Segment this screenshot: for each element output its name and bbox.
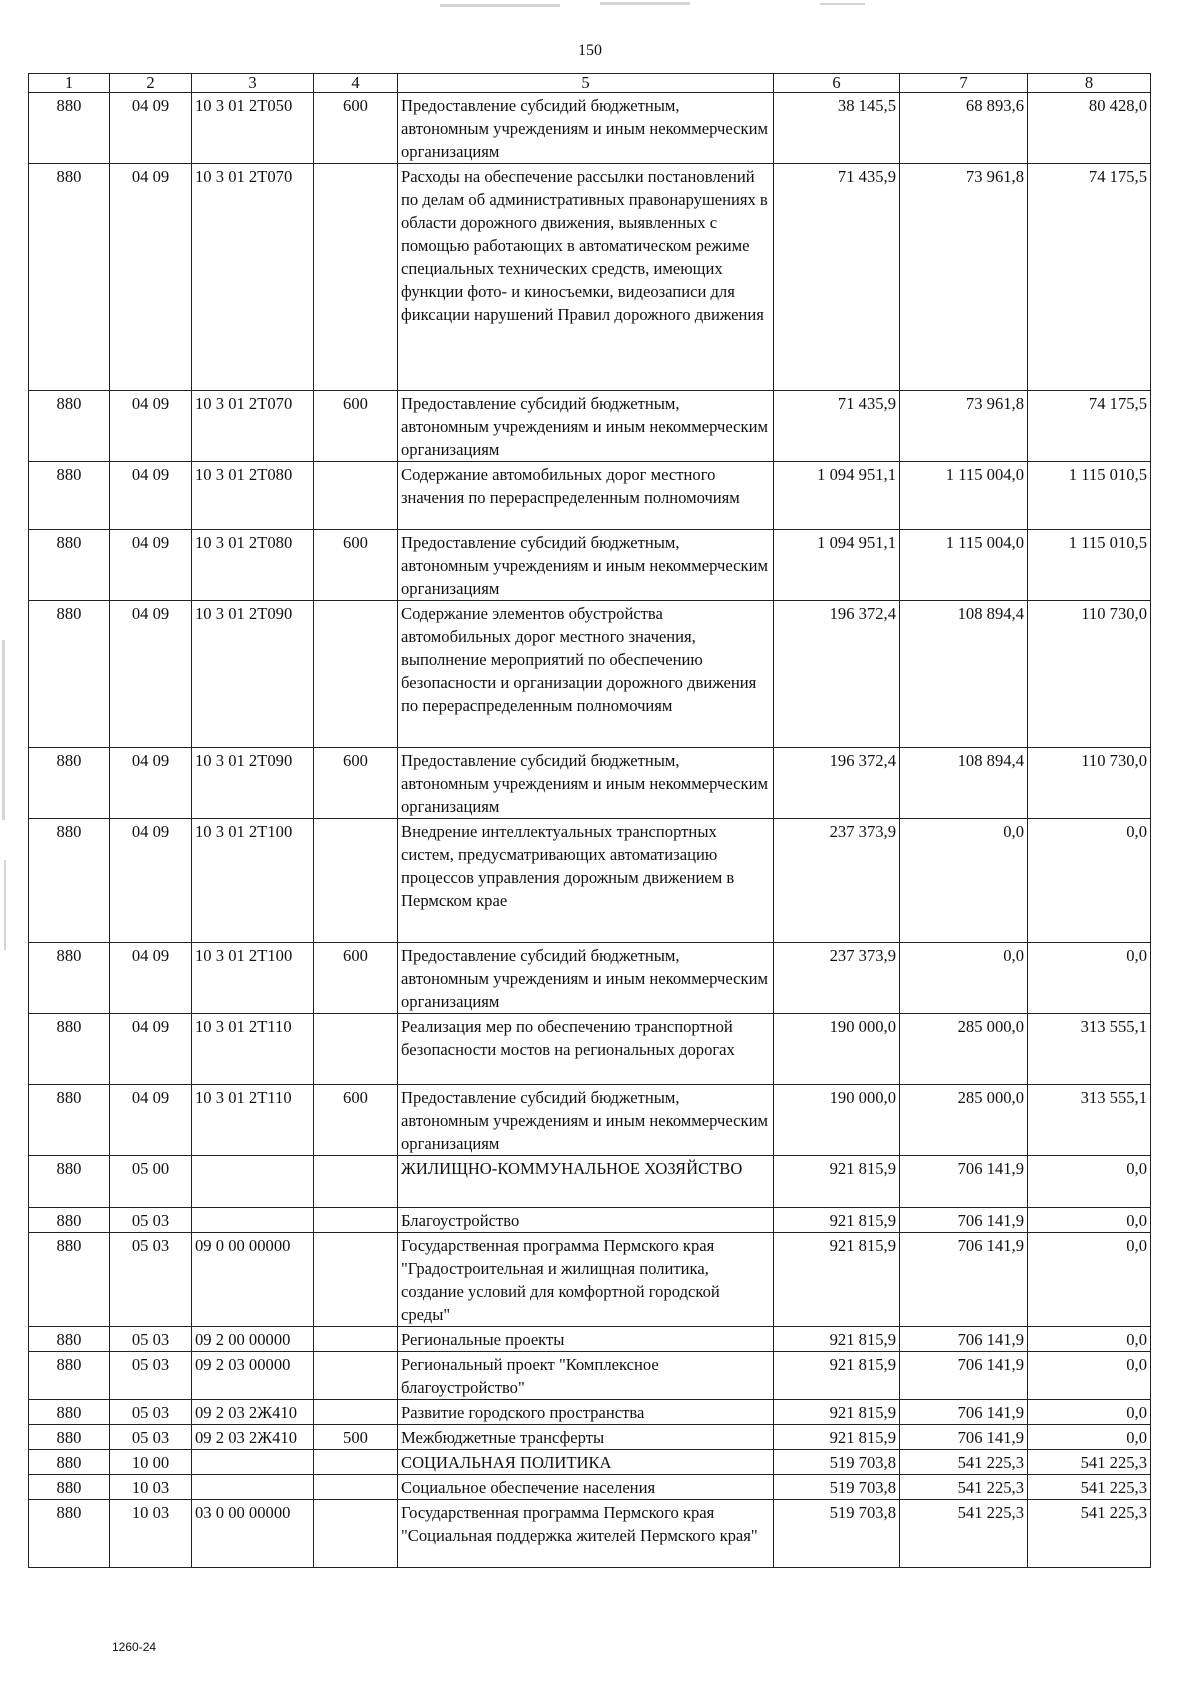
cell-target-article [192,1156,314,1208]
cell-description: Реализация мер по обеспечению транспортной безопасности мостов на региональных дорогах [398,1014,774,1085]
column-header: 8 [1028,74,1151,93]
cell-amount-year2: 1 115 004,0 [900,462,1028,530]
cell-expense-type [314,1014,398,1085]
cell-expense-type [314,1500,398,1568]
cell-amount-year2: 706 141,9 [900,1327,1028,1352]
cell-target-article: 10 3 01 2Т100 [192,943,314,1014]
cell-amount-year2: 73 961,8 [900,164,1028,391]
table-row [29,1014,1151,1085]
cell-amount-year3: 313 555,1 [1028,1014,1151,1085]
cell-section-code: 10 03 [110,1475,192,1500]
cell-target-article: 09 2 03 2Ж410 [192,1425,314,1450]
cell-admin-code: 880 [29,1352,110,1400]
cell-description: Развитие городского пространства [398,1400,774,1425]
cell-amount-year2: 706 141,9 [900,1425,1028,1450]
cell-admin-code: 880 [29,93,110,164]
cell-amount-year3: 1 115 010,5 [1028,462,1151,530]
cell-section-code: 05 03 [110,1233,192,1327]
table-row [29,1085,1151,1156]
page-number: 150 [578,42,602,59]
cell-admin-code: 880 [29,1400,110,1425]
cell-amount-year1: 190 000,0 [774,1085,900,1156]
budget-table-wrapper [28,73,1151,1568]
cell-description: Предоставление субсидий бюджетным, автономным учреждениям и иным некоммерческим организациям [398,943,774,1014]
cell-section-code: 05 03 [110,1352,192,1400]
cell-description: СОЦИАЛЬНАЯ ПОЛИТИКА [398,1450,774,1475]
cell-amount-year3: 0,0 [1028,1156,1151,1208]
cell-amount-year1: 921 815,9 [774,1233,900,1327]
cell-amount-year2: 0,0 [900,943,1028,1014]
cell-target-article [192,1208,314,1233]
document-code: 1260-24 [112,1640,157,1654]
cell-amount-year3: 541 225,3 [1028,1475,1151,1500]
cell-amount-year2: 706 141,9 [900,1156,1028,1208]
cell-admin-code: 880 [29,1425,110,1450]
cell-amount-year1: 921 815,9 [774,1400,900,1425]
cell-expense-type: 500 [314,1425,398,1450]
cell-amount-year2: 0,0 [900,819,1028,943]
table-row [29,1500,1151,1568]
cell-description: Содержание автомобильных дорог местного значения по перераспределенным полномочиям [398,462,774,530]
cell-admin-code: 880 [29,1327,110,1352]
table-row [29,462,1151,530]
cell-section-code: 04 09 [110,819,192,943]
cell-amount-year3: 0,0 [1028,1352,1151,1400]
cell-target-article: 10 3 01 2Т080 [192,462,314,530]
table-row [29,1450,1151,1475]
cell-target-article [192,1475,314,1500]
cell-admin-code: 880 [29,819,110,943]
cell-amount-year1: 196 372,4 [774,748,900,819]
cell-target-article: 09 2 00 00000 [192,1327,314,1352]
cell-amount-year2: 285 000,0 [900,1014,1028,1085]
column-header: 4 [314,74,398,93]
table-header-row [29,74,1151,93]
cell-expense-type [314,1156,398,1208]
cell-section-code: 05 03 [110,1425,192,1450]
cell-section-code: 04 09 [110,530,192,601]
cell-amount-year2: 706 141,9 [900,1352,1028,1400]
cell-section-code: 04 09 [110,748,192,819]
cell-amount-year3: 0,0 [1028,1208,1151,1233]
cell-expense-type [314,1475,398,1500]
cell-target-article: 09 2 03 2Ж410 [192,1400,314,1425]
cell-admin-code: 880 [29,1208,110,1233]
cell-amount-year2: 706 141,9 [900,1233,1028,1327]
cell-section-code: 04 09 [110,164,192,391]
cell-target-article: 10 3 01 2Т070 [192,391,314,462]
table-row [29,1156,1151,1208]
cell-description: Внедрение интеллектуальных транспортных систем, предусматривающих автоматизацию процессов управления дорожным движением в Пермском крае [398,819,774,943]
cell-expense-type [314,1233,398,1327]
cell-amount-year2: 706 141,9 [900,1208,1028,1233]
cell-target-article: 10 3 01 2Т090 [192,748,314,819]
cell-amount-year1: 921 815,9 [774,1208,900,1233]
column-header: 7 [900,74,1028,93]
column-header: 1 [29,74,110,93]
cell-target-article: 10 3 01 2Т110 [192,1014,314,1085]
column-header: 3 [192,74,314,93]
cell-section-code: 10 00 [110,1450,192,1475]
cell-expense-type: 600 [314,748,398,819]
cell-amount-year2: 68 893,6 [900,93,1028,164]
cell-target-article: 10 3 01 2Т090 [192,601,314,748]
cell-amount-year3: 0,0 [1028,819,1151,943]
cell-expense-type [314,1327,398,1352]
column-header: 5 [398,74,774,93]
cell-expense-type [314,164,398,391]
cell-section-code: 05 00 [110,1156,192,1208]
cell-target-article: 10 3 01 2Т080 [192,530,314,601]
cell-description: Содержание элементов обустройства автомобильных дорог местного значения, выполнение мероприятий по обеспечению безопасности и организации дорожного движения по перераспределенным полномочиям [398,601,774,748]
cell-amount-year3: 0,0 [1028,1327,1151,1352]
cell-admin-code: 880 [29,462,110,530]
table-row [29,391,1151,462]
cell-description: Предоставление субсидий бюджетным, автономным учреждениям и иным некоммерческим организациям [398,748,774,819]
cell-section-code: 04 09 [110,462,192,530]
cell-expense-type: 600 [314,1085,398,1156]
cell-amount-year2: 541 225,3 [900,1500,1028,1568]
cell-amount-year3: 313 555,1 [1028,1085,1151,1156]
cell-section-code: 04 09 [110,391,192,462]
cell-expense-type: 600 [314,391,398,462]
cell-amount-year2: 706 141,9 [900,1400,1028,1425]
cell-amount-year3: 80 428,0 [1028,93,1151,164]
cell-description: Расходы на обеспечение рассылки постановлений по делам об административных правонарушениях в области дорожного движения, выявленных с помощью работающих в автоматическом режиме специальных технических средств, имеющих функции фото- и киносъемки, видеозаписи для фиксации нарушений Правил дорожного движения [398,164,774,391]
cell-amount-year2: 541 225,3 [900,1450,1028,1475]
cell-amount-year2: 73 961,8 [900,391,1028,462]
cell-amount-year3: 0,0 [1028,943,1151,1014]
cell-expense-type: 600 [314,943,398,1014]
cell-amount-year1: 921 815,9 [774,1352,900,1400]
cell-amount-year1: 921 815,9 [774,1327,900,1352]
cell-amount-year1: 196 372,4 [774,601,900,748]
cell-description: ЖИЛИЩНО-КОММУНАЛЬНОЕ ХОЗЯЙСТВО [398,1156,774,1208]
cell-description: Предоставление субсидий бюджетным, автономным учреждениям и иным некоммерческим организациям [398,1085,774,1156]
cell-amount-year1: 519 703,8 [774,1500,900,1568]
cell-expense-type: 600 [314,530,398,601]
table-row [29,601,1151,748]
cell-amount-year1: 1 094 951,1 [774,530,900,601]
cell-section-code: 04 09 [110,1085,192,1156]
cell-section-code: 04 09 [110,943,192,1014]
cell-amount-year1: 519 703,8 [774,1475,900,1500]
cell-description: Региональный проект "Комплексное благоустройство" [398,1352,774,1400]
cell-admin-code: 880 [29,1014,110,1085]
cell-amount-year1: 71 435,9 [774,391,900,462]
cell-amount-year2: 285 000,0 [900,1085,1028,1156]
table-row [29,1425,1151,1450]
table-body [29,93,1151,1568]
cell-amount-year1: 921 815,9 [774,1156,900,1208]
cell-expense-type [314,1450,398,1475]
cell-expense-type [314,1352,398,1400]
cell-admin-code: 880 [29,943,110,1014]
cell-section-code: 04 09 [110,93,192,164]
cell-admin-code: 880 [29,748,110,819]
cell-amount-year3: 1 115 010,5 [1028,530,1151,601]
cell-expense-type [314,1400,398,1425]
table-row [29,819,1151,943]
table-row [29,1400,1151,1425]
cell-target-article: 03 0 00 00000 [192,1500,314,1568]
cell-admin-code: 880 [29,601,110,748]
cell-section-code: 04 09 [110,601,192,748]
cell-amount-year1: 38 145,5 [774,93,900,164]
cell-description: Региональные проекты [398,1327,774,1352]
cell-section-code: 04 09 [110,1014,192,1085]
cell-amount-year1: 519 703,8 [774,1450,900,1475]
cell-section-code: 10 03 [110,1500,192,1568]
cell-amount-year3: 541 225,3 [1028,1450,1151,1475]
cell-amount-year3: 74 175,5 [1028,391,1151,462]
table-row [29,748,1151,819]
cell-amount-year2: 541 225,3 [900,1475,1028,1500]
cell-amount-year3: 0,0 [1028,1233,1151,1327]
cell-target-article: 10 3 01 2Т110 [192,1085,314,1156]
cell-amount-year1: 237 373,9 [774,819,900,943]
cell-description: Государственная программа Пермского края "Градостроительная и жилищная политика, создание условий для комфортной городской среды" [398,1233,774,1327]
cell-amount-year1: 1 094 951,1 [774,462,900,530]
cell-amount-year3: 74 175,5 [1028,164,1151,391]
table-row [29,164,1151,391]
cell-admin-code: 880 [29,1156,110,1208]
cell-amount-year3: 0,0 [1028,1400,1151,1425]
cell-section-code: 05 03 [110,1400,192,1425]
cell-section-code: 05 03 [110,1327,192,1352]
cell-target-article [192,1450,314,1475]
cell-amount-year1: 921 815,9 [774,1425,900,1450]
cell-description: Предоставление субсидий бюджетным, автономным учреждениям и иным некоммерческим организациям [398,530,774,601]
table-row [29,530,1151,601]
cell-amount-year1: 237 373,9 [774,943,900,1014]
cell-description: Предоставление субсидий бюджетным, автономным учреждениям и иным некоммерческим организациям [398,93,774,164]
cell-amount-year1: 71 435,9 [774,164,900,391]
cell-amount-year3: 110 730,0 [1028,748,1151,819]
cell-amount-year2: 108 894,4 [900,748,1028,819]
cell-description: Государственная программа Пермского края "Социальная поддержка жителей Пермского края" [398,1500,774,1568]
table-row [29,1208,1151,1233]
table-row [29,93,1151,164]
cell-target-article: 09 0 00 00000 [192,1233,314,1327]
cell-amount-year1: 190 000,0 [774,1014,900,1085]
cell-description: Предоставление субсидий бюджетным, автономным учреждениям и иным некоммерческим организациям [398,391,774,462]
cell-expense-type [314,819,398,943]
table-row [29,1327,1151,1352]
cell-admin-code: 880 [29,164,110,391]
table-row [29,1475,1151,1500]
cell-admin-code: 880 [29,1233,110,1327]
cell-expense-type [314,1208,398,1233]
cell-section-code: 05 03 [110,1208,192,1233]
cell-amount-year3: 110 730,0 [1028,601,1151,748]
cell-expense-type: 600 [314,93,398,164]
cell-amount-year3: 0,0 [1028,1425,1151,1450]
cell-admin-code: 880 [29,1085,110,1156]
cell-description: Социальное обеспечение населения [398,1475,774,1500]
cell-target-article: 10 3 01 2Т100 [192,819,314,943]
budget-table [28,73,1151,1568]
cell-target-article: 09 2 03 00000 [192,1352,314,1400]
cell-expense-type [314,601,398,748]
table-row [29,1352,1151,1400]
table-row [29,943,1151,1014]
cell-admin-code: 880 [29,1500,110,1568]
cell-admin-code: 880 [29,1475,110,1500]
cell-description: Благоустройство [398,1208,774,1233]
cell-admin-code: 880 [29,1450,110,1475]
column-header: 2 [110,74,192,93]
cell-admin-code: 880 [29,530,110,601]
table-row [29,1233,1151,1327]
cell-target-article: 10 3 01 2Т050 [192,93,314,164]
cell-amount-year3: 541 225,3 [1028,1500,1151,1568]
column-header: 6 [774,74,900,93]
cell-expense-type [314,462,398,530]
cell-admin-code: 880 [29,391,110,462]
cell-description: Межбюджетные трансферты [398,1425,774,1450]
cell-amount-year2: 108 894,4 [900,601,1028,748]
cell-amount-year2: 1 115 004,0 [900,530,1028,601]
cell-target-article: 10 3 01 2Т070 [192,164,314,391]
